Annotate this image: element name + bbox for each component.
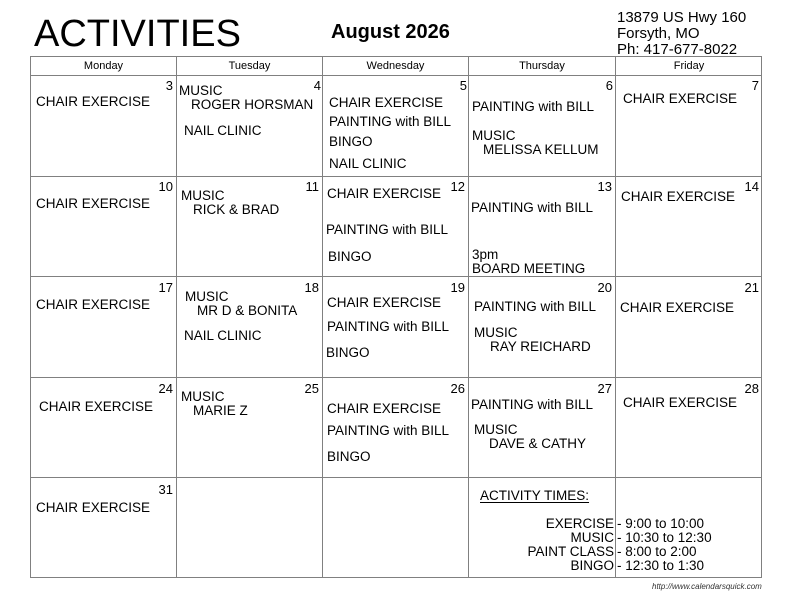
event: MUSIC bbox=[474, 325, 518, 340]
event: CHAIR EXERCISE bbox=[36, 500, 151, 515]
event: NAIL CLINIC bbox=[184, 123, 262, 138]
day-number: 3 bbox=[165, 78, 173, 93]
weekday-monday: Monday bbox=[83, 60, 124, 72]
event: PAINTING with BILL bbox=[327, 319, 450, 334]
event: MARIE Z bbox=[193, 403, 248, 418]
activity-name: PAINT CLASS bbox=[527, 544, 614, 559]
activity-time: - 10:30 to 12:30 bbox=[617, 530, 712, 545]
event: BINGO bbox=[329, 134, 373, 149]
row-divider bbox=[31, 276, 761, 277]
column-divider bbox=[615, 57, 616, 577]
day-number: 7 bbox=[751, 78, 759, 93]
event: BOARD MEETING bbox=[472, 261, 586, 276]
event: PAINTING with BILL bbox=[474, 299, 597, 314]
event: CHAIR EXERCISE bbox=[623, 91, 738, 106]
day-number: 4 bbox=[313, 78, 321, 93]
activity-time: - 9:00 to 10:00 bbox=[617, 516, 705, 531]
event: ROGER HORSMAN bbox=[191, 97, 314, 112]
event: MUSIC bbox=[472, 128, 516, 143]
event: RICK & BRAD bbox=[193, 202, 280, 217]
event: 3pm bbox=[472, 247, 499, 262]
day-number: 13 bbox=[597, 179, 612, 194]
day-number: 31 bbox=[158, 482, 173, 497]
month-title: August 2026 bbox=[331, 21, 450, 43]
event: MR D & BONITA bbox=[197, 303, 298, 318]
weekday-thursday: Thursday bbox=[519, 60, 565, 72]
day-number: 18 bbox=[304, 280, 319, 295]
column-divider bbox=[468, 57, 469, 577]
event: PAINTING with BILL bbox=[326, 222, 449, 237]
event: CHAIR EXERCISE bbox=[36, 94, 151, 109]
row-divider bbox=[31, 377, 761, 378]
event: CHAIR EXERCISE bbox=[623, 395, 738, 410]
event: CHAIR EXERCISE bbox=[329, 95, 444, 110]
column-divider bbox=[322, 57, 323, 577]
day-number: 21 bbox=[744, 280, 759, 295]
row-divider bbox=[31, 477, 761, 478]
event: CHAIR EXERCISE bbox=[327, 295, 442, 310]
event: CHAIR EXERCISE bbox=[327, 401, 442, 416]
day-number: 24 bbox=[158, 381, 173, 396]
event: PAINTING with BILL bbox=[471, 397, 594, 412]
weekday-wednesday: Wednesday bbox=[366, 60, 425, 72]
event: BINGO bbox=[327, 449, 371, 464]
address-block bbox=[617, 10, 746, 58]
event: CHAIR EXERCISE bbox=[36, 297, 151, 312]
activity-name: EXERCISE bbox=[545, 516, 614, 531]
day-number: 20 bbox=[597, 280, 612, 295]
day-number: 5 bbox=[459, 78, 467, 93]
page-title: ACTIVITIES bbox=[34, 13, 241, 55]
address-line-street: 13879 US Hwy 160 bbox=[617, 9, 747, 26]
event: MUSIC bbox=[179, 83, 223, 98]
weekday-tuesday: Tuesday bbox=[228, 60, 271, 72]
row-divider bbox=[31, 176, 761, 177]
day-number: 19 bbox=[450, 280, 465, 295]
day-number: 12 bbox=[450, 179, 465, 194]
event: NAIL CLINIC bbox=[329, 156, 407, 171]
event: DAVE & CATHY bbox=[489, 436, 587, 451]
event: CHAIR EXERCISE bbox=[39, 399, 154, 414]
activity-time: - 12:30 to 1:30 bbox=[617, 558, 705, 573]
event: PAINTING with BILL bbox=[327, 423, 450, 438]
event: RAY REICHARD bbox=[490, 339, 591, 354]
day-number: 17 bbox=[158, 280, 173, 295]
day-number: 11 bbox=[305, 179, 319, 194]
address-line-city: Forsyth, MO bbox=[617, 25, 700, 42]
event: PAINTING with BILL bbox=[329, 114, 452, 129]
weekday-friday: Friday bbox=[673, 60, 705, 72]
event: CHAIR EXERCISE bbox=[36, 196, 151, 211]
day-number: 26 bbox=[450, 381, 465, 396]
event: PAINTING with BILL bbox=[472, 99, 595, 114]
event: CHAIR EXERCISE bbox=[621, 189, 736, 204]
event: CHAIR EXERCISE bbox=[620, 300, 735, 315]
column-divider bbox=[176, 57, 177, 577]
calendar-grid bbox=[30, 56, 762, 578]
event: MUSIC bbox=[181, 188, 225, 203]
event: BINGO bbox=[326, 345, 370, 360]
footer-credit-link[interactable]: http://www.calendarsquick.com bbox=[652, 582, 762, 591]
address-line-phone: Ph: 417-677-8022 bbox=[617, 41, 738, 58]
event: NAIL CLINIC bbox=[184, 328, 262, 343]
event: PAINTING with BILL bbox=[471, 200, 594, 215]
activity-name: MUSIC bbox=[570, 530, 614, 545]
header-divider bbox=[31, 75, 761, 76]
activity-times-title: ACTIVITY TIMES: bbox=[480, 488, 590, 503]
event: MUSIC bbox=[181, 389, 225, 404]
day-number: 14 bbox=[744, 179, 759, 194]
event: CHAIR EXERCISE bbox=[327, 186, 442, 201]
event: MUSIC bbox=[185, 289, 229, 304]
day-number: 10 bbox=[158, 179, 173, 194]
activity-name: BINGO bbox=[570, 558, 614, 573]
day-number: 25 bbox=[304, 381, 319, 396]
day-number: 28 bbox=[744, 381, 759, 396]
event: MUSIC bbox=[474, 422, 518, 437]
day-number: 27 bbox=[597, 381, 612, 396]
event: MELISSA KELLUM bbox=[483, 142, 599, 157]
event: BINGO bbox=[328, 249, 372, 264]
activity-time: - 8:00 to 2:00 bbox=[617, 544, 697, 559]
day-number: 6 bbox=[605, 78, 613, 93]
